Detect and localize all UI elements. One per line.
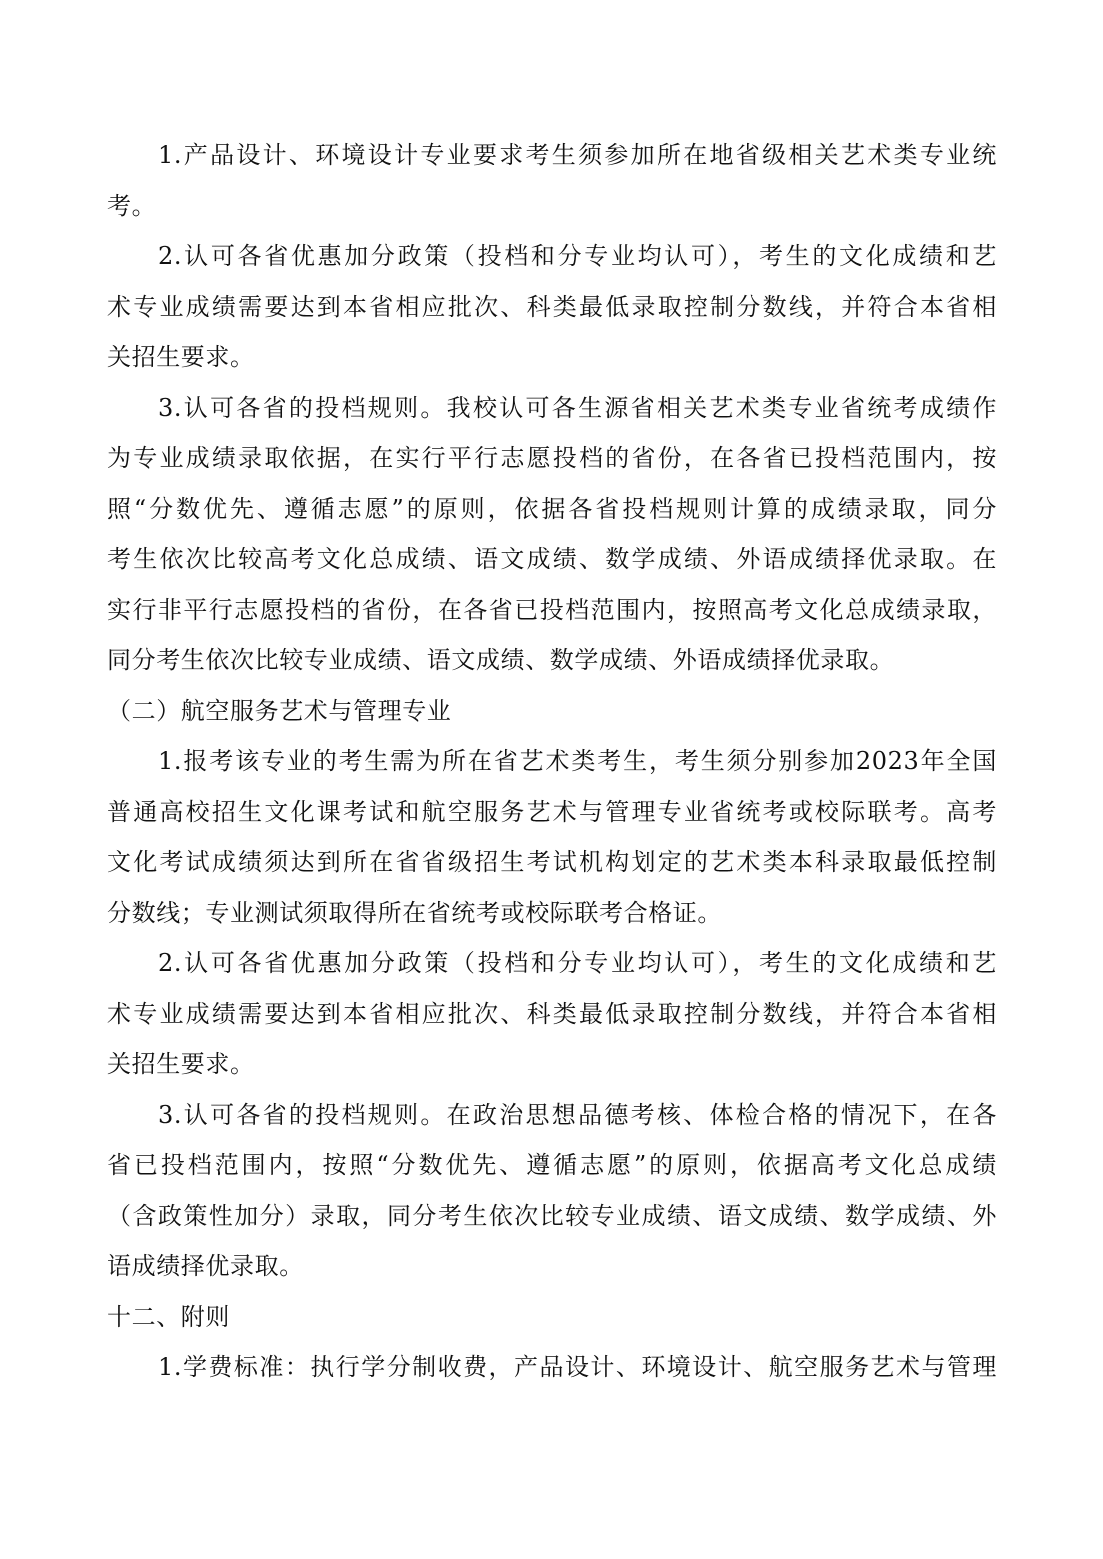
text-line: （二）航空服务艺术与管理专业	[107, 696, 452, 725]
text-line: 为专业成绩录取依据，在实行平行志愿投档的省份，在各省已投档范围内，按	[107, 444, 997, 472]
text-line: 考。	[107, 191, 157, 220]
text-line: 实行非平行志愿投档的省份，在各省已投档范围内，按照高考文化总成绩录取，	[107, 595, 997, 624]
text-line: 2.认可各省优惠加分政策（投档和分专业均认可），考生的文化成绩和艺	[158, 949, 997, 977]
text-line: 文化考试成绩须达到所在省省级招生考试机构划定的艺术类本科录取最低控制	[107, 848, 997, 876]
text-line: 普通高校招生文化课考试和航空服务艺术与管理专业省统考或校际联考。高考	[107, 797, 997, 826]
text-line: 术专业成绩需要达到本省相应批次、科类最低录取控制分数线，并符合本省相	[107, 292, 997, 321]
text-line: 分数线；专业测试须取得所在省统考或校际联考合格证。	[107, 898, 722, 927]
text-line: 1.学费标准：执行学分制收费，产品设计、环境设计、航空服务艺术与管理	[158, 1353, 997, 1381]
text-line: 1.产品设计、环境设计专业要求考生须参加所在地省级相关艺术类专业统	[158, 141, 997, 169]
text-line: 3.认可各省的投档规则。我校认可各生源省相关艺术类专业省统考成绩作	[158, 393, 997, 422]
text-line: 术专业成绩需要达到本省相应批次、科类最低录取控制分数线，并符合本省相	[107, 999, 997, 1028]
text-line: 语成绩择优录取。	[107, 1252, 304, 1280]
text-line: 同分考生依次比较专业成绩、语文成绩、数学成绩、外语成绩择优录取。	[107, 646, 895, 674]
text-line: 照“分数优先、遵循志愿”的原则，依据各省投档规则计算的成绩录取，同分	[107, 494, 997, 523]
text-line: 十二、附则	[107, 1302, 230, 1331]
text-line: 2.认可各省优惠加分政策（投档和分专业均认可），考生的文化成绩和艺	[158, 242, 997, 270]
text-line: 省已投档范围内，按照“分数优先、遵循志愿”的原则，依据高考文化总成绩	[107, 1151, 997, 1179]
text-line: 关招生要求。	[107, 1050, 255, 1078]
text-line: 关招生要求。	[107, 343, 255, 371]
text-line: （含政策性加分）录取，同分考生依次比较专业成绩、语文成绩、数学成绩、外	[107, 1201, 997, 1230]
text-line: 1.报考该专业的考生需为所在省艺术类考生，考生须分别参加2023年全国	[158, 747, 997, 775]
text-line: 考生依次比较高考文化总成绩、语文成绩、数学成绩、外语成绩择优录取。在	[107, 545, 997, 573]
text-line: 3.认可各省的投档规则。在政治思想品德考核、体检合格的情况下，在各	[158, 1100, 997, 1129]
